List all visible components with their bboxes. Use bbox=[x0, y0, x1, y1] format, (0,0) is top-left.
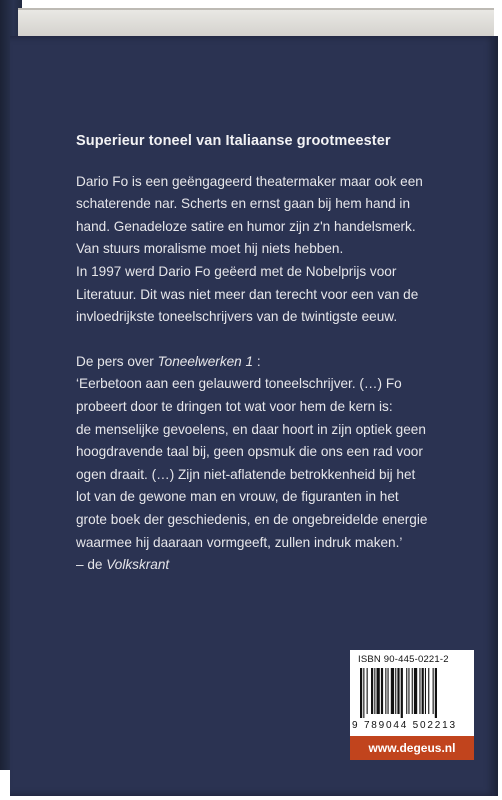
quote-source bbox=[76, 554, 476, 577]
barcode-bars bbox=[360, 668, 466, 718]
blurb-paragraph-2: In 1997 werd Dario Fo geëerd met de Nobelprijs voor Literatuur. Dit was niet meer dan terecht voor een van de invloedrijkste toneelschrijvers van de twintigste eeuw. bbox=[76, 263, 419, 325]
press-quote: ‘Eerbetoon aan een gelauwerd toneelschrijver. (…) Fo probeert door te dringen tot wat voor hem de kern is: de menselijke gevoelens, en daar hoort in zijn optiek geen hoogdravende taal bij, geen opsmuk die ons een rad voor ogen draait. (…) Zijn niet-aflatende betrokkenheid bij het lot van de gewone man en vrouw, de figuranten in het grote boek der geschiedenis, en de ongebreidelde energie waarmee hij daaraan vormgeeft, zullen indruk maken.’ bbox=[76, 376, 428, 550]
publisher-url: www.degeus.nl bbox=[350, 736, 474, 760]
isbn-label: ISBN 90-445-0221-2 bbox=[358, 654, 449, 665]
blurb-paragraph-1: Dario Fo is een geëngageerd theatermaker maar ook een schaterende nar. Scherts en ernst gaan bij hem hand in hand. Genadeloze satire en humor zijn z'n handelsmerk. Van stuurs moralisme moet hij niets hebben. bbox=[76, 173, 423, 257]
press-intro: De pers over bbox=[76, 353, 158, 369]
barcode-digits: 9 789044 502213 bbox=[352, 720, 457, 731]
quote-source-prefix: – de bbox=[76, 557, 107, 573]
press-book-title: Toneelwerken 1 bbox=[157, 353, 254, 369]
barcode-panel bbox=[350, 650, 474, 760]
cover-edge bbox=[492, 36, 498, 796]
blurb-text bbox=[76, 130, 476, 577]
press-intro-line bbox=[76, 351, 476, 374]
press-colon: : bbox=[253, 353, 261, 369]
blurb-headline: Superieur toneel van Italiaanse grootmeester bbox=[76, 133, 391, 149]
quote-source-name: Volkskrant bbox=[106, 557, 170, 573]
